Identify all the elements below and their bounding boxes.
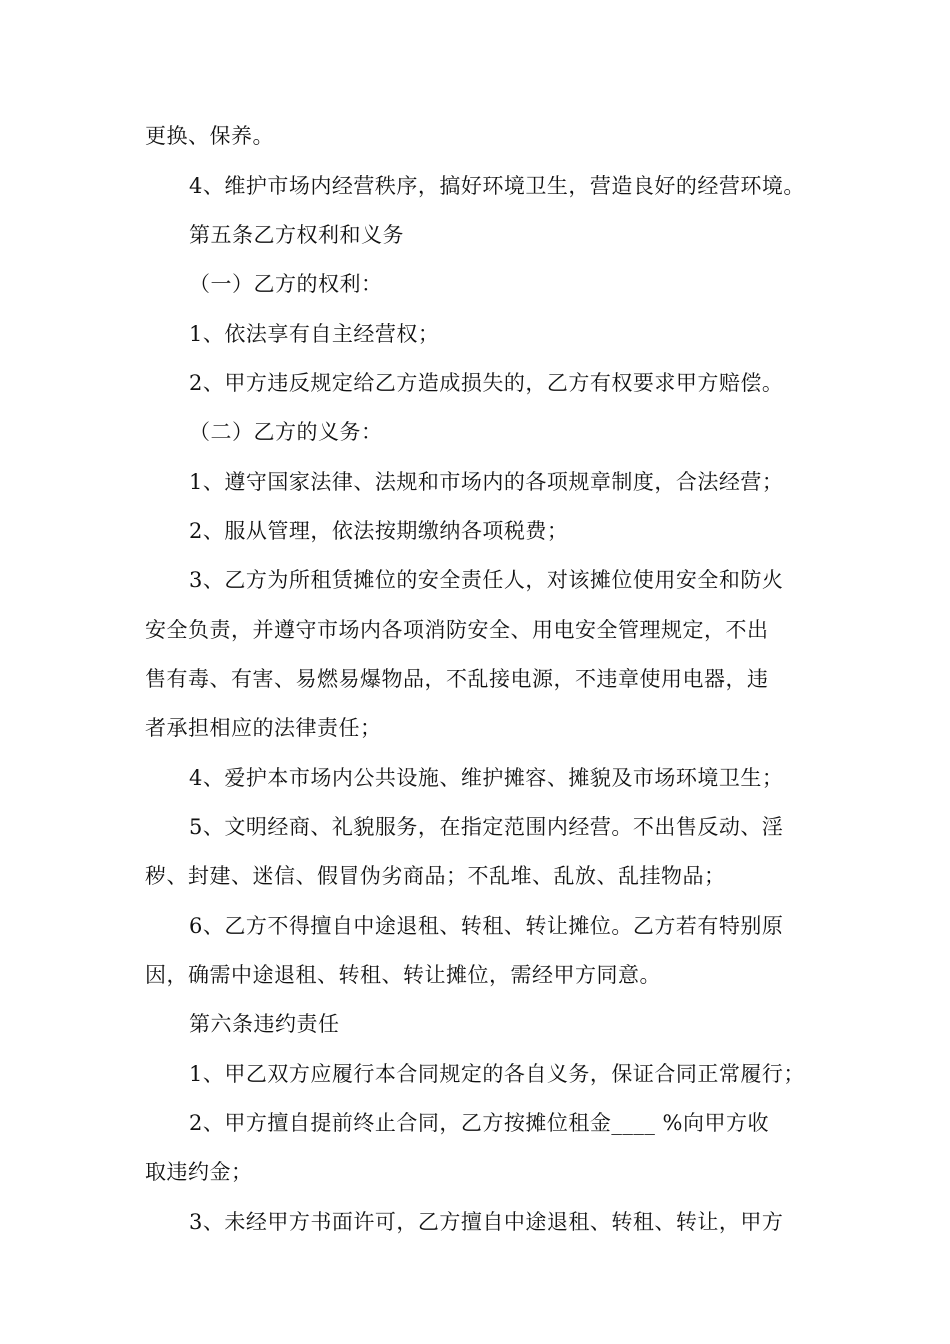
text-line: 者承担相应的法律责任； — [145, 716, 382, 740]
text-line: 3、未经甲方书面许可，乙方擅自中途退租、转租、转让，甲方 — [189, 1210, 784, 1234]
text-line: 5、文明经商、礼貌服务，在指定范围内经营。不出售反动、淫 — [189, 815, 784, 839]
text-line: 因，确需中途退租、转租、转让摊位，需经甲方同意。 — [145, 963, 661, 987]
text-line: 4、爱护本市场内公共设施、维护摊容、摊貌及市场环境卫生； — [189, 766, 784, 790]
text-line: 更换、保养。 — [145, 124, 274, 148]
text-line: 售有毒、有害、易燃易爆物品，不乱接电源，不违章使用电器，违 — [145, 667, 769, 691]
text-line: 3、乙方为所租赁摊位的安全责任人，对该摊位使用安全和防火 — [189, 568, 784, 592]
text-line: 1、甲乙双方应履行本合同规定的各自义务，保证合同正常履行； — [189, 1062, 805, 1086]
subsection-heading: （二）乙方的义务： — [189, 420, 383, 444]
text-line: 2、甲方违反规定给乙方造成损失的，乙方有权要求甲方赔偿。 — [189, 371, 784, 395]
section-heading: 第六条违约责任 — [189, 1012, 340, 1036]
text-line: 2、服从管理，依法按期缴纳各项税费； — [189, 519, 569, 543]
subsection-heading: （一）乙方的权利： — [189, 272, 383, 296]
text-line: 1、遵守国家法律、法规和市场内的各项规章制度，合法经营； — [189, 470, 784, 494]
text-line: 取违约金； — [145, 1160, 253, 1184]
text-line: 2、甲方擅自提前终止合同，乙方按摊位租金____ %向甲方收 — [189, 1111, 769, 1135]
text-line: 4、维护市场内经营秩序，搞好环境卫生，营造良好的经营环境。 — [189, 174, 805, 198]
text-line: 安全负责，并遵守市场内各项消防安全、用电安全管理规定，不出 — [145, 618, 769, 642]
text-line: 秽、封建、迷信、假冒伪劣商品；不乱堆、乱放、乱挂物品； — [145, 864, 726, 888]
text-line: 6、乙方不得擅自中途退租、转租、转让摊位。乙方若有特别原 — [189, 914, 784, 938]
section-heading: 第五条乙方权利和义务 — [189, 223, 404, 247]
text-line: 1、依法享有自主经营权； — [189, 322, 440, 346]
